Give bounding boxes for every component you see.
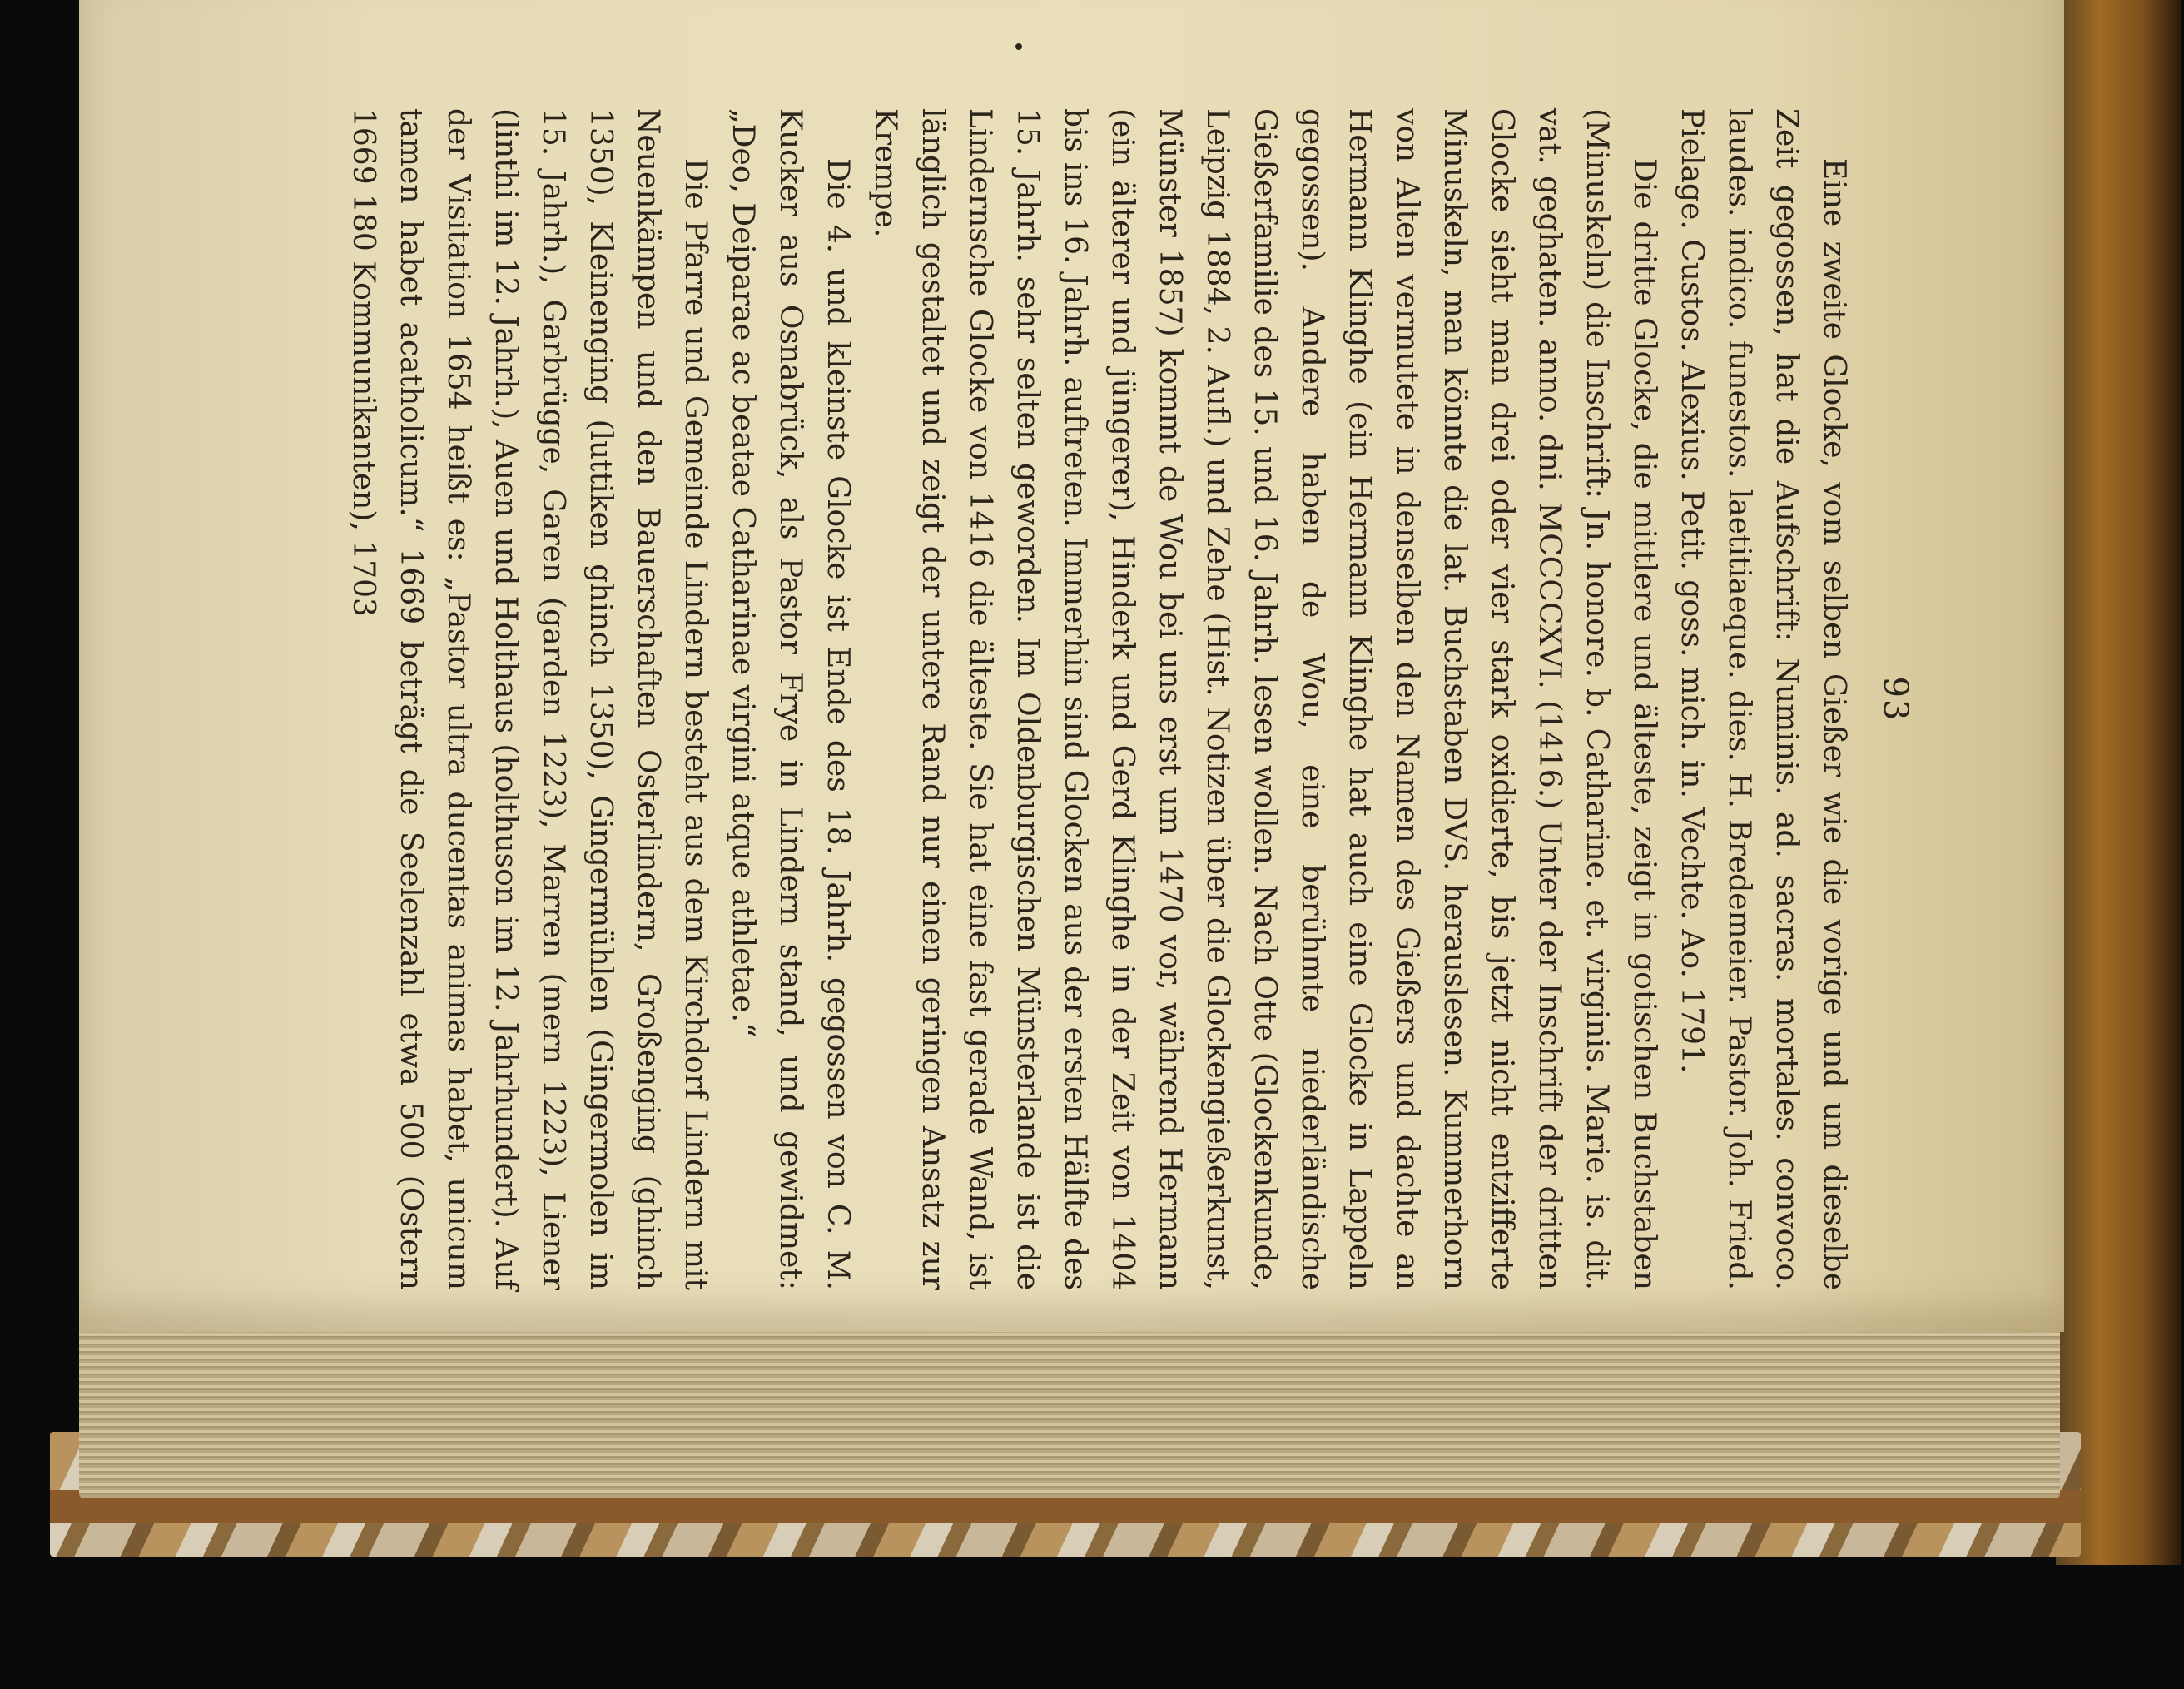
paragraph-4: Die Pfarre und Gemeinde Lindern besteht aus dem Kirchdorf Lindern mit Neuenkämpen und den Bauerschaften Osterlindern, Großenging (ghinch 1350), Kleinenging (luttiken ghinch 1350), Gingermühlen (Gingermolen im 15. Jahrh.), Garbrügge, Garen (garden 1223), Marren (mern 1223), Liener (linthi im 12. Jahrh.), Auen und Holthaus (holthuson im 12. Jahrhundert). Auf der Visitation 1654 heißt es: „Pastor ultra ducentas animas habet, unicum tamen habet acatholicum.“ 1669 beträgt die Seelenzahl etwa 500 (Ostern 1669 180 Kommunikanten), 1703 [346,108,712,1290]
paragraph-3: Die 4. und kleinste Glocke ist Ende des 18. Jahrh. gegossen von C. M. Kucker aus Osnabrück, als Pastor Frye in Lindern stand, und gewidmet: „Deo, Deiparae ac beatae Catharinae virgini atque athletae.“ [726,108,855,1290]
page-number: 93 [1876,676,1914,723]
book-spine [2056,0,2181,1565]
text-area [346,108,1914,1290]
paragraph-1: Eine zweite Glocke, vom selben Gießer wie die vorige und um dieselbe Zeit gegossen, hat die Aufschrift: Numinis. ad. sacras. mortales. convoco. laudes. indico. funestos. laetitiaeque. dies. H. Bredemeier. Pastor. Joh. Fried. Pielage. Custos. Alexius. Petit. goss. mich. in. Vechte. Ao. 1791. [1675,108,1851,1290]
rotated-text-block [346,108,1914,1290]
ink-dot [1015,43,1022,50]
paragraph-2: Die dritte Glocke, die mittlere und älteste, zeigt in gotischen Buchstaben (Minuskeln) die Inschrift: Jn. honore. b. Catharine. et. virginis. Marie. is. dit. vat. geghaten. anno. dni. MCCCCXVI. (1416.) Unter der Inschrift der dritten Glocke sieht man drei oder vier stark oxidierte, bis jetzt nicht entzifferte Minuskeln, man könnte die lat. Buchstaben DVS. herauslesen. Kummerhorn von Alten vermutete in denselben den Namen des Gießers und dachte an Hermann Klinghe (ein Hermann Klinghe hat auch eine Glocke in Lappeln gegossen). Andere haben de Wou, eine berühmte niederländische Gießerfamilie des 15. und 16. Jahrh. lesen wollen. Nach Otte (Glockenkunde, Leipzig 1884, 2. Aufl.) und Zehe (Hist. Notizen über die Glockengießerkunst, Münster 1857) kommt de Wou bei uns erst um 1470 vor, während Hermann (ein älterer und jüngerer), Hinderk und Gerd Klinghe in der Zeit von 1404 bis ins 16. Jahrh. auftreten. Immerhin sind Glocken aus der ersten Hälfte des 15. Jahrh. sehr selten geworden. Im Oldenburgischen Münsterlande ist die Lindernsche Glocke von 1416 die älteste. Sie hat eine fast gerade Wand, ist länglich gestaltet und zeigt der untere Rand nur einen geringen Ansatz zur Krempe. [868,108,1661,1290]
page-block-edges [79,1315,2060,1498]
